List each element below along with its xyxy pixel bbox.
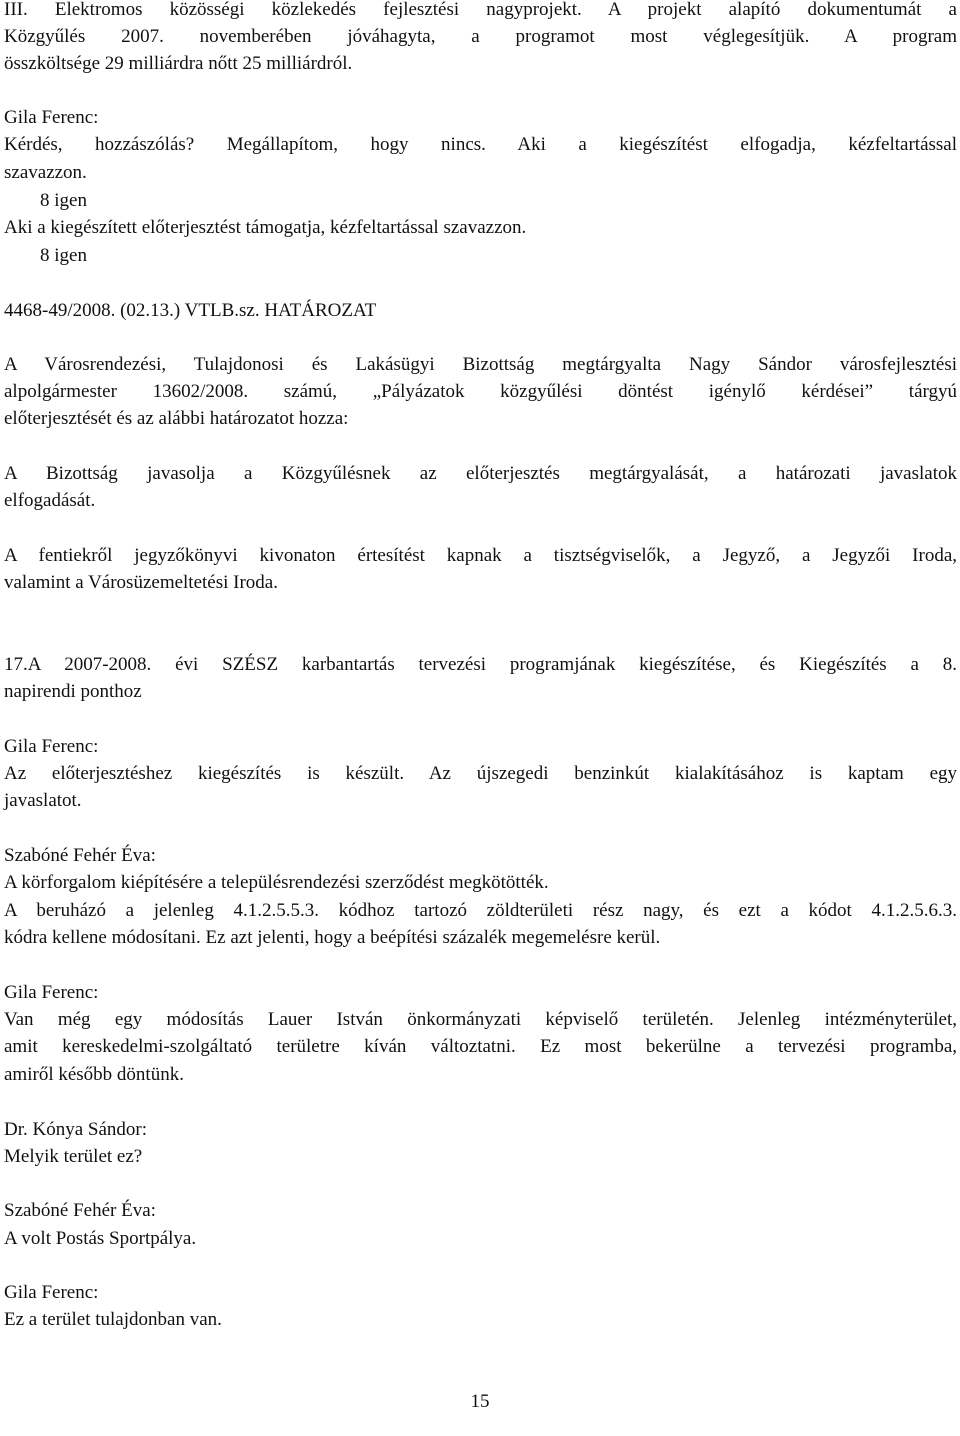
agenda-item-heading: 17.A 2007-2008. évi SZÉSZ karbantartás tervezési programjának kiegészítése, és Kiegészítés a 8. xyxy=(4,654,957,675)
text-line: Van még egy módosítás Lauer István önkormányzati képviselő területén. Jelenleg intézményterület, xyxy=(4,1009,957,1030)
text-line: elfogadását. xyxy=(4,490,96,511)
text-line: Ez a terület tulajdonban van. xyxy=(4,1309,222,1330)
vote-result: 8 igen xyxy=(40,190,87,211)
text-line: A Bizottság javasolja a Közgyűlésnek az előterjesztés megtárgyalását, a határozati javaslatok xyxy=(4,463,957,484)
text-line: A Városrendezési, Tulajdonosi és Lakásügyi Bizottság megtárgyalta Nagy Sándor városfejlesztési xyxy=(4,354,957,375)
speaker-label: Gila Ferenc: xyxy=(4,982,99,1003)
text-line: valamint a Városüzemeltetési Iroda. xyxy=(4,572,278,593)
text-line: Kérdés, hozzászólás? Megállapítom, hogy nincs. Aki a kiegészítést elfogadja, kézfeltartással xyxy=(4,134,957,155)
text-line: alpolgármester 13602/2008. számú, „Pályázatok közgyűlési döntést igénylő kérdései” tárgyú xyxy=(4,381,957,402)
speaker-label: Szabóné Fehér Éva: xyxy=(4,845,156,866)
text-line: Melyik terület ez? xyxy=(4,1146,143,1167)
page-number: 15 xyxy=(470,1391,490,1412)
text-line: A volt Postás Sportpálya. xyxy=(4,1228,197,1249)
text-line: Közgyűlés 2007. novemberében jóváhagyta, a programot most véglegesítjük. A program xyxy=(4,26,957,47)
resolution-heading: 4468-49/2008. (02.13.) VTLB.sz. HATÁROZAT xyxy=(4,300,377,321)
text-line: kódra kellene módosítani. Ez azt jelenti, hogy a beépítési százalék megemelésre kerül. xyxy=(4,927,661,948)
speaker-label: Szabóné Fehér Éva: xyxy=(4,1200,156,1221)
speaker-label: Gila Ferenc: xyxy=(4,1282,99,1303)
vote-result: 8 igen xyxy=(40,245,87,266)
text-line: Az előterjesztéshez kiegészítés is készült. Az újszegedi benzinkút kialakításához is kaptam egy xyxy=(4,763,957,784)
speaker-label: Dr. Kónya Sándor: xyxy=(4,1119,148,1140)
text-line: A körforgalom kiépítésére a településrendezési szerződést megkötötték. xyxy=(4,872,549,893)
text-line: III. Elektromos közösségi közlekedés fejlesztési nagyprojekt. A projekt alapító dokumentumát a xyxy=(4,0,957,20)
text-line: A beruházó a jelenleg 4.1.2.5.5.3. kódhoz tartozó zöldterületi rész nagy, és ezt a kódot 4.1.2.5.6.3. xyxy=(4,900,957,921)
text-line: Aki a kiegészített előterjesztést támogatja, kézfeltartással szavazzon. xyxy=(4,217,527,238)
speaker-label: Gila Ferenc: xyxy=(4,107,99,128)
text-line: előterjesztését és az alábbi határozatot hozza: xyxy=(4,408,349,429)
text-line: szavazzon. xyxy=(4,162,87,183)
text-line: javaslatot. xyxy=(4,790,82,811)
text-line: A fentiekről jegyzőkönyvi kivonaton értesítést kapnak a tisztségviselők, a Jegyző, a Jegyzői Iroda, xyxy=(4,545,957,566)
text-line: amit kereskedelmi-szolgáltató területre kíván változtatni. Ez most bekerülne a tervezési programba, xyxy=(4,1036,957,1057)
text-line: összköltsége 29 milliárdra nőtt 25 milliárdról. xyxy=(4,53,353,74)
text-line: amiről később döntünk. xyxy=(4,1064,184,1085)
speaker-label: Gila Ferenc: xyxy=(4,736,99,757)
agenda-item-heading: napirendi ponthoz xyxy=(4,681,142,702)
